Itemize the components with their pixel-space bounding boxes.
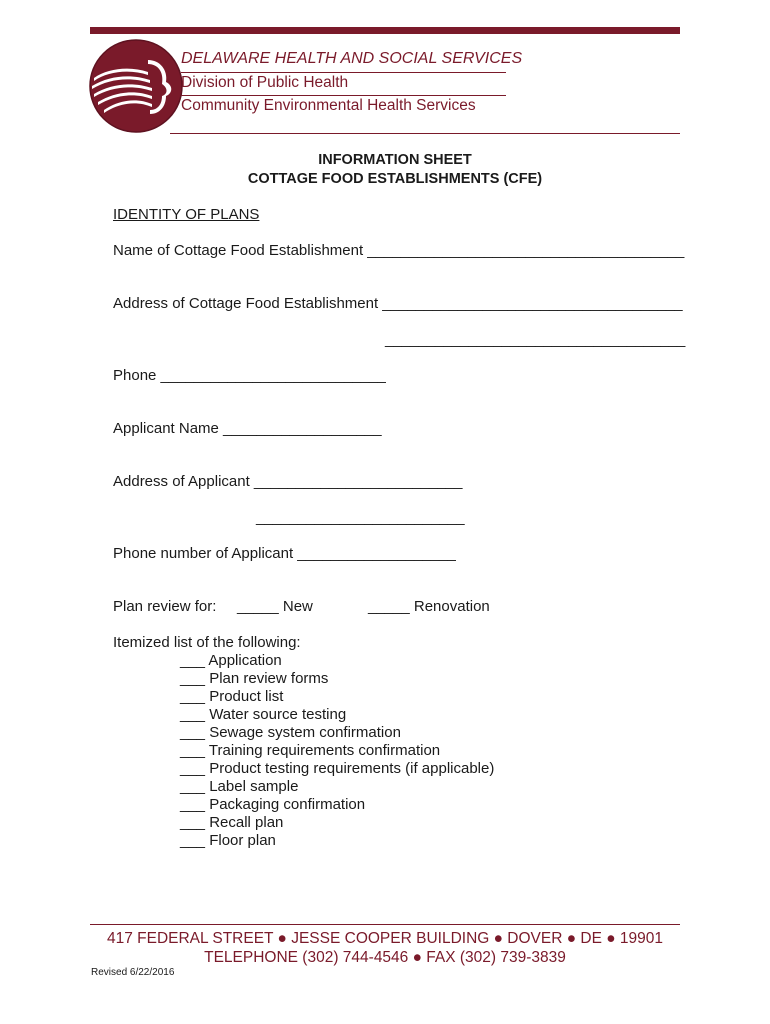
page-title-line2: COTTAGE FOOD ESTABLISHMENTS (CFE) xyxy=(247,171,543,187)
header-rule xyxy=(170,133,680,134)
header-section: Community Environmental Health Services xyxy=(181,97,476,114)
checklist-item[interactable]: ___ Application xyxy=(180,652,282,669)
footer-rule xyxy=(90,924,680,925)
header-top-bar xyxy=(90,27,680,34)
footer-phone: TELEPHONE (302) 744-4546 ● FAX (302) 739-3839 xyxy=(204,949,566,966)
phone-field[interactable]: Phone ___________________________ xyxy=(113,367,386,384)
applicant-address-field[interactable]: Address of Applicant _________________________ xyxy=(113,473,463,490)
page-title-line1: INFORMATION SHEET xyxy=(318,152,472,168)
applicant-name-field[interactable]: Applicant Name ___________________ xyxy=(113,420,382,437)
header-org-name: DELAWARE HEALTH AND SOCIAL SERVICES xyxy=(181,50,523,67)
checklist-item[interactable]: ___ Recall plan xyxy=(180,814,284,831)
applicant-address-line2-field[interactable]: _________________________ xyxy=(256,509,465,526)
checklist-item[interactable]: ___ Sewage system confirmation xyxy=(180,724,401,741)
plan-review-new-option[interactable]: _____ New xyxy=(237,598,313,615)
identity-heading: IDENTITY OF PLANS xyxy=(113,206,260,223)
plan-review-renovation-option[interactable]: _____ Renovation xyxy=(368,598,490,615)
footer-address: 417 FEDERAL STREET ● JESSE COOPER BUILDING ● DOVER ● DE ● 19901 xyxy=(106,930,663,947)
checklist-item[interactable]: ___ Packaging confirmation xyxy=(180,796,366,813)
itemized-heading: Itemized list of the following: xyxy=(113,634,301,651)
cfe-name-field[interactable]: Name of Cottage Food Establishment ______________________________________ xyxy=(113,242,685,259)
header-divider xyxy=(181,72,506,73)
header-division: Division of Public Health xyxy=(181,74,349,91)
checklist-item[interactable]: ___ Floor plan xyxy=(180,832,276,849)
checklist-item[interactable]: ___ Label sample xyxy=(180,778,299,795)
checklist-item[interactable]: ___ Water source testing xyxy=(180,706,347,723)
dhss-logo-icon xyxy=(88,38,184,134)
checklist-item[interactable]: ___ Product list xyxy=(180,688,284,705)
header-divider xyxy=(181,95,506,96)
cfe-address-line2-field[interactable]: ____________________________________ xyxy=(385,331,686,348)
applicant-phone-field[interactable]: Phone number of Applicant ___________________ xyxy=(113,545,456,562)
revised-date: Revised 6/22/2016 xyxy=(91,967,175,978)
cfe-address-field[interactable]: Address of Cottage Food Establishment ____________________________________ xyxy=(113,295,683,312)
checklist-item[interactable]: ___ Plan review forms xyxy=(180,670,329,687)
checklist-item[interactable]: ___ Product testing requirements (if applicable) xyxy=(180,760,495,777)
plan-review-label: Plan review for: xyxy=(113,598,217,615)
checklist-item[interactable]: ___ Training requirements confirmation xyxy=(180,742,441,759)
